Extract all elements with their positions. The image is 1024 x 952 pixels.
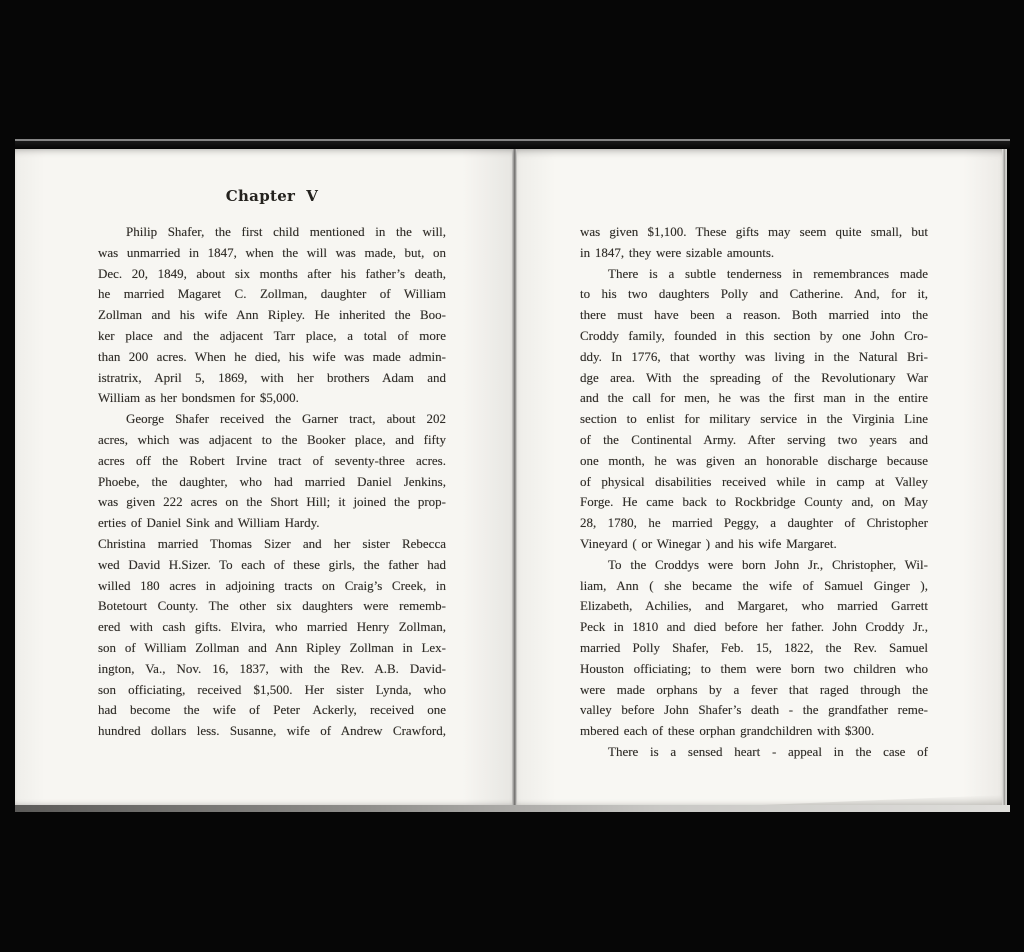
- text-line: Peck in 1810 and died before her father. John Croddy Jr.,: [580, 619, 928, 635]
- right-page: [517, 149, 1002, 805]
- text-line: There is a subtle tenderness in remembrances made: [608, 265, 928, 281]
- text-line: were made orphans by a fever that raged through the: [580, 681, 928, 697]
- text-line: Elizabeth, Achilies, and Margaret, who married Garrett: [580, 598, 928, 614]
- text-line: than 200 acres. When he died, his wife was made admin-: [98, 348, 446, 364]
- text-line: liam, Ann ( she became the wife of Samuel Ginger ),: [580, 577, 928, 593]
- text-line: Philip Shafer, the first child mentioned in the will,: [126, 224, 446, 239]
- text-line: istratrix, April 5, 1869, with her brothers Adam and: [98, 369, 446, 385]
- text-line: son officiating, received $1,500. Her sister Lynda, who: [98, 681, 446, 697]
- book-bottom-edge: [15, 805, 1010, 812]
- text-line: Christina married Thomas Sizer and her sister Rebecca: [98, 535, 446, 551]
- text-line: he married Magaret C. Zollman, daughter of William: [98, 286, 446, 302]
- text-line: ington, Va., Nov. 16, 1837, with the Rev. A.B. David-: [98, 660, 446, 676]
- book-top-edge: [15, 139, 1010, 149]
- text-line: there must have been a reason. Both married into the: [580, 307, 928, 323]
- text-line: to his two daughters Polly and Catherine. And, for it,: [580, 286, 928, 302]
- text-line: Dec. 20, 1849, about six months after his father’s death,: [98, 265, 446, 281]
- text-line: dge area. With the spreading of the Revolutionary War: [580, 369, 928, 385]
- text-line: one month, he was given an honorable discharge because: [580, 452, 928, 468]
- open-pages: [15, 149, 1010, 805]
- text-line: of the Continental Army. After serving two years and: [580, 431, 928, 447]
- text-line: valley before John Shafer’s death - the grandfather reme-: [580, 702, 928, 718]
- text-line: willed 180 acres in adjoining tracts on Craig’s Creek, in: [98, 577, 446, 593]
- page-curl-shadow: [762, 795, 1002, 805]
- text-line: had become the wife of Peter Ackerly, received one: [98, 702, 446, 718]
- book-spread: [15, 139, 1010, 812]
- left-page: [15, 149, 512, 805]
- text-line: was given $1,100. These gifts may seem quite small, but: [580, 224, 928, 239]
- text-line: Zollman and his wife Ann Ripley. He inherited the Boo-: [98, 307, 446, 323]
- text-line: ker place and the adjacent Tarr place, a total of more: [98, 327, 446, 343]
- text-line: acres off the Robert Irvine tract of seventy-three acres.: [98, 452, 446, 468]
- text-line: Botetourt County. The other six daughters were rememb-: [98, 598, 446, 614]
- text-line: wed David H.Sizer. To each of these girls, the father had: [98, 556, 446, 572]
- text-line: Croddy family, founded in this section by one John Cro-: [580, 327, 928, 343]
- page-edge-stack: [1002, 149, 1010, 805]
- chapter-heading: Chapter V: [225, 187, 319, 205]
- text-line: William as her bondsmen for $5,000.: [98, 390, 299, 406]
- text-line: Vineyard ( or Winegar ) and his wife Margaret.: [580, 535, 837, 551]
- text-line: and the call for men, he was the first man in the entire: [580, 390, 928, 406]
- text-line: mbered each of these orphan grandchildren with $300.: [580, 723, 875, 739]
- text-line: of physical disabilities received while in camp at Valley: [580, 473, 928, 489]
- text-line: was given 222 acres on the Short Hill; it joined the prop-: [98, 494, 446, 510]
- text-line: son of William Zollman and Ann Ripley Zollman in Lex-: [98, 639, 446, 655]
- text-line: erties of Daniel Sink and William Hardy.: [98, 515, 320, 531]
- text-line: in 1847, they were sizable amounts.: [580, 244, 775, 260]
- text-line: George Shafer received the Garner tract, about 202: [126, 411, 446, 427]
- text-line: Forge. He came back to Rockbridge County and, on May: [580, 494, 928, 510]
- text-line: 28, 1780, he married Peggy, a daughter of Christopher: [580, 515, 928, 531]
- text-line: ered with cash gifts. Elvira, who married Henry Zollman,: [98, 619, 446, 635]
- text-line: married Polly Shafer, Feb. 15, 1822, the Rev. Samuel: [580, 639, 928, 655]
- text-line: ddy. In 1776, that worthy was living in the Natural Bri-: [580, 348, 928, 364]
- text-line: was unmarried in 1847, when the will was made, but, on: [98, 244, 446, 260]
- left-page-text: [98, 222, 446, 742]
- text-line: Phoebe, the daughter, who had married Daniel Jenkins,: [98, 473, 446, 489]
- text-line: hundred dollars less. Susanne, wife of Andrew Crawford,: [98, 723, 446, 739]
- text-line: There is a sensed heart - appeal in the case of: [608, 743, 928, 759]
- text-line: section to enlist for military service in the Virginia Line: [580, 411, 928, 427]
- right-page-text: [580, 222, 928, 763]
- text-line: To the Croddys were born John Jr., Christopher, Wil-: [608, 556, 928, 572]
- text-line: acres, which was adjacent to the Booker place, and fifty: [98, 431, 446, 447]
- text-line: Houston officiating; to them were born two children who: [580, 660, 928, 676]
